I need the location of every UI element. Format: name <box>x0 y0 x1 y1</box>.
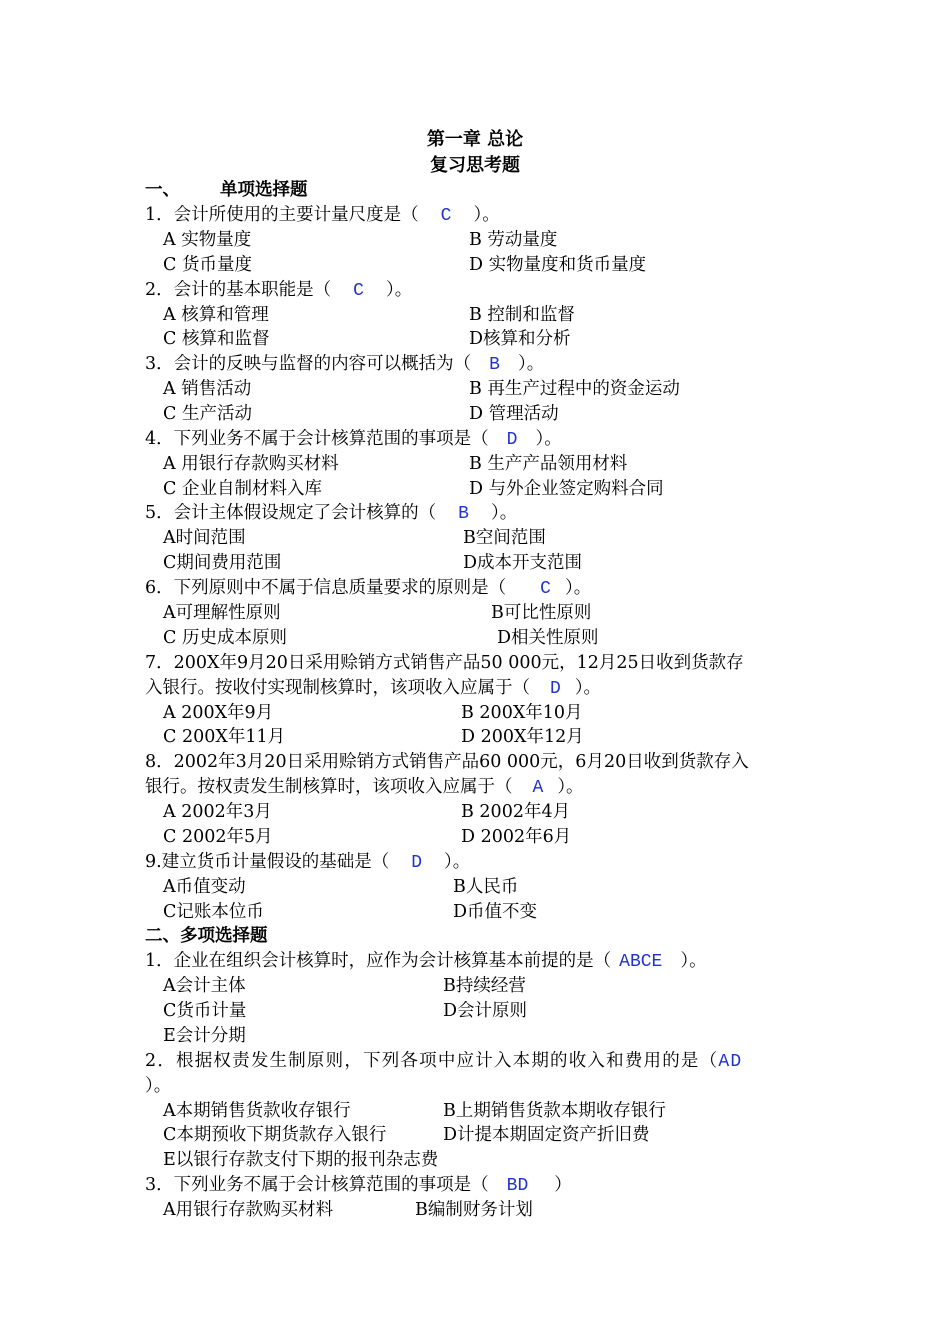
option: B 200X年10月 <box>461 703 583 723</box>
option: A可理解性原则 <box>163 603 281 623</box>
option: B 劳动量度 <box>469 230 558 250</box>
option: B人民币 <box>453 877 519 897</box>
option: C 核算和监督 <box>163 329 270 349</box>
question: 2．根据权责发生制原则，下列各项中应计入本期的收入和费用的是（AD <box>145 1051 743 1072</box>
option: A用银行存款购买材料 <box>163 1200 334 1220</box>
option: A 实物量度 <box>163 230 252 250</box>
option: B上期销售货款本期收存银行 <box>443 1101 666 1121</box>
answer: D <box>411 853 423 873</box>
option: D会计原则 <box>443 1001 528 1021</box>
option: E以银行存款支付下期的报刊杂志费 <box>163 1150 439 1170</box>
answer: BD <box>506 1176 529 1196</box>
answer: AD <box>718 1052 743 1072</box>
option: C 生产活动 <box>163 404 252 424</box>
option: A会计主体 <box>163 976 246 996</box>
section-number: 一、 <box>145 180 180 200</box>
option: D 管理活动 <box>469 404 559 424</box>
option: C 历史成本原则 <box>163 628 287 648</box>
option: D成本开支范围 <box>463 553 583 573</box>
option: B 2002年4月 <box>461 802 571 822</box>
option: C期间费用范围 <box>163 553 282 573</box>
option: C 货币量度 <box>163 255 252 275</box>
option: C 200X年11月 <box>163 727 286 747</box>
option: E会计分期 <box>163 1026 246 1046</box>
question-line: 8．2002年3月20日采用赊销方式销售产品60 000元，6月20日收到货款存入 <box>145 752 749 772</box>
option: B 生产产品领用材料 <box>469 454 628 474</box>
option: D核算和分析 <box>469 329 571 349</box>
option: A本期销售货款收存银行 <box>163 1101 351 1121</box>
option: A时间范围 <box>163 528 246 548</box>
option: C记账本位币 <box>163 902 264 922</box>
question: 6．下列原则中不属于信息质量要求的原则是（ C ）。 <box>145 578 592 599</box>
answer: C <box>540 579 551 599</box>
option: B 控制和监督 <box>469 305 575 325</box>
option: B 再生产过程中的资金运动 <box>469 379 680 399</box>
option: B编制财务计划 <box>415 1200 533 1220</box>
section-title: 多项选择题 <box>180 926 268 946</box>
answer: C <box>353 281 364 301</box>
option: D 2002年6月 <box>461 827 572 847</box>
option: B持续经营 <box>443 976 526 996</box>
option: A币值变动 <box>163 877 246 897</box>
chapter-subtitle: 复习思考题 <box>430 155 520 176</box>
answer: D <box>506 430 518 450</box>
answer: C <box>440 206 452 226</box>
question: 入银行。按收付实现制核算时，该项收入应属于（ D ）。 <box>145 678 602 699</box>
option: A 核算和管理 <box>163 305 269 325</box>
question: 3．下列业务不属于会计核算范围的事项是（ BD ） <box>145 1175 572 1196</box>
question: 1．企业在组织会计核算时，应作为会计核算基本前提的是（ ABCE ）。 <box>145 951 707 972</box>
option: A 200X年9月 <box>163 703 274 723</box>
section-heading <box>145 922 268 947</box>
option: D 200X年12月 <box>461 727 584 747</box>
option: D 与外企业签定购料合同 <box>469 479 664 499</box>
section-heading <box>145 176 308 201</box>
question: 4．下列业务不属于会计核算范围的事项是（ D ）。 <box>145 429 562 450</box>
option: A 2002年3月 <box>163 802 272 822</box>
option: C 2002年5月 <box>163 827 273 847</box>
question: 2．会计的基本职能是（ C ）。 <box>145 280 413 301</box>
option: D 实物量度和货币量度 <box>469 255 647 275</box>
option: D相关性原则 <box>497 628 599 648</box>
option: B空间范围 <box>463 528 546 548</box>
answer: ABCE <box>619 952 663 972</box>
question: 9.建立货币计量假设的基础是（ D ）。 <box>145 852 471 873</box>
option: B可比性原则 <box>491 603 592 623</box>
option: D计提本期固定资产折旧费 <box>443 1125 650 1145</box>
question: 3．会计的反映与监督的内容可以概括为（ B ）。 <box>145 354 545 375</box>
answer: A <box>532 778 544 798</box>
answer: D <box>550 679 561 699</box>
answer: B <box>458 504 469 524</box>
answer: B <box>489 355 500 375</box>
section-title: 单项选择题 <box>220 180 308 200</box>
question: 5．会计主体假设规定了会计核算的（ B ）。 <box>145 503 518 524</box>
question-line: 7．200X年9月20日采用赊销方式销售产品50 000元，12月25日收到货款存 <box>145 653 744 673</box>
option: A 销售活动 <box>163 379 252 399</box>
chapter-title: 第一章 总论 <box>426 129 524 150</box>
option: C货币计量 <box>163 1001 247 1021</box>
question: 1．会计所使用的主要计量尺度是（ C ）。 <box>145 205 500 226</box>
option: A 用银行存款购买材料 <box>163 454 339 474</box>
question: 银行。按权责发生制核算时，该项收入应属于（ A ）。 <box>145 777 584 798</box>
option: D币值不变 <box>453 902 538 922</box>
section-number: 二、 <box>145 926 180 946</box>
option: C本期预收下期货款存入银行 <box>163 1125 387 1145</box>
question-line: ）。 <box>145 1076 172 1096</box>
option: C 企业自制材料入库 <box>163 479 322 499</box>
